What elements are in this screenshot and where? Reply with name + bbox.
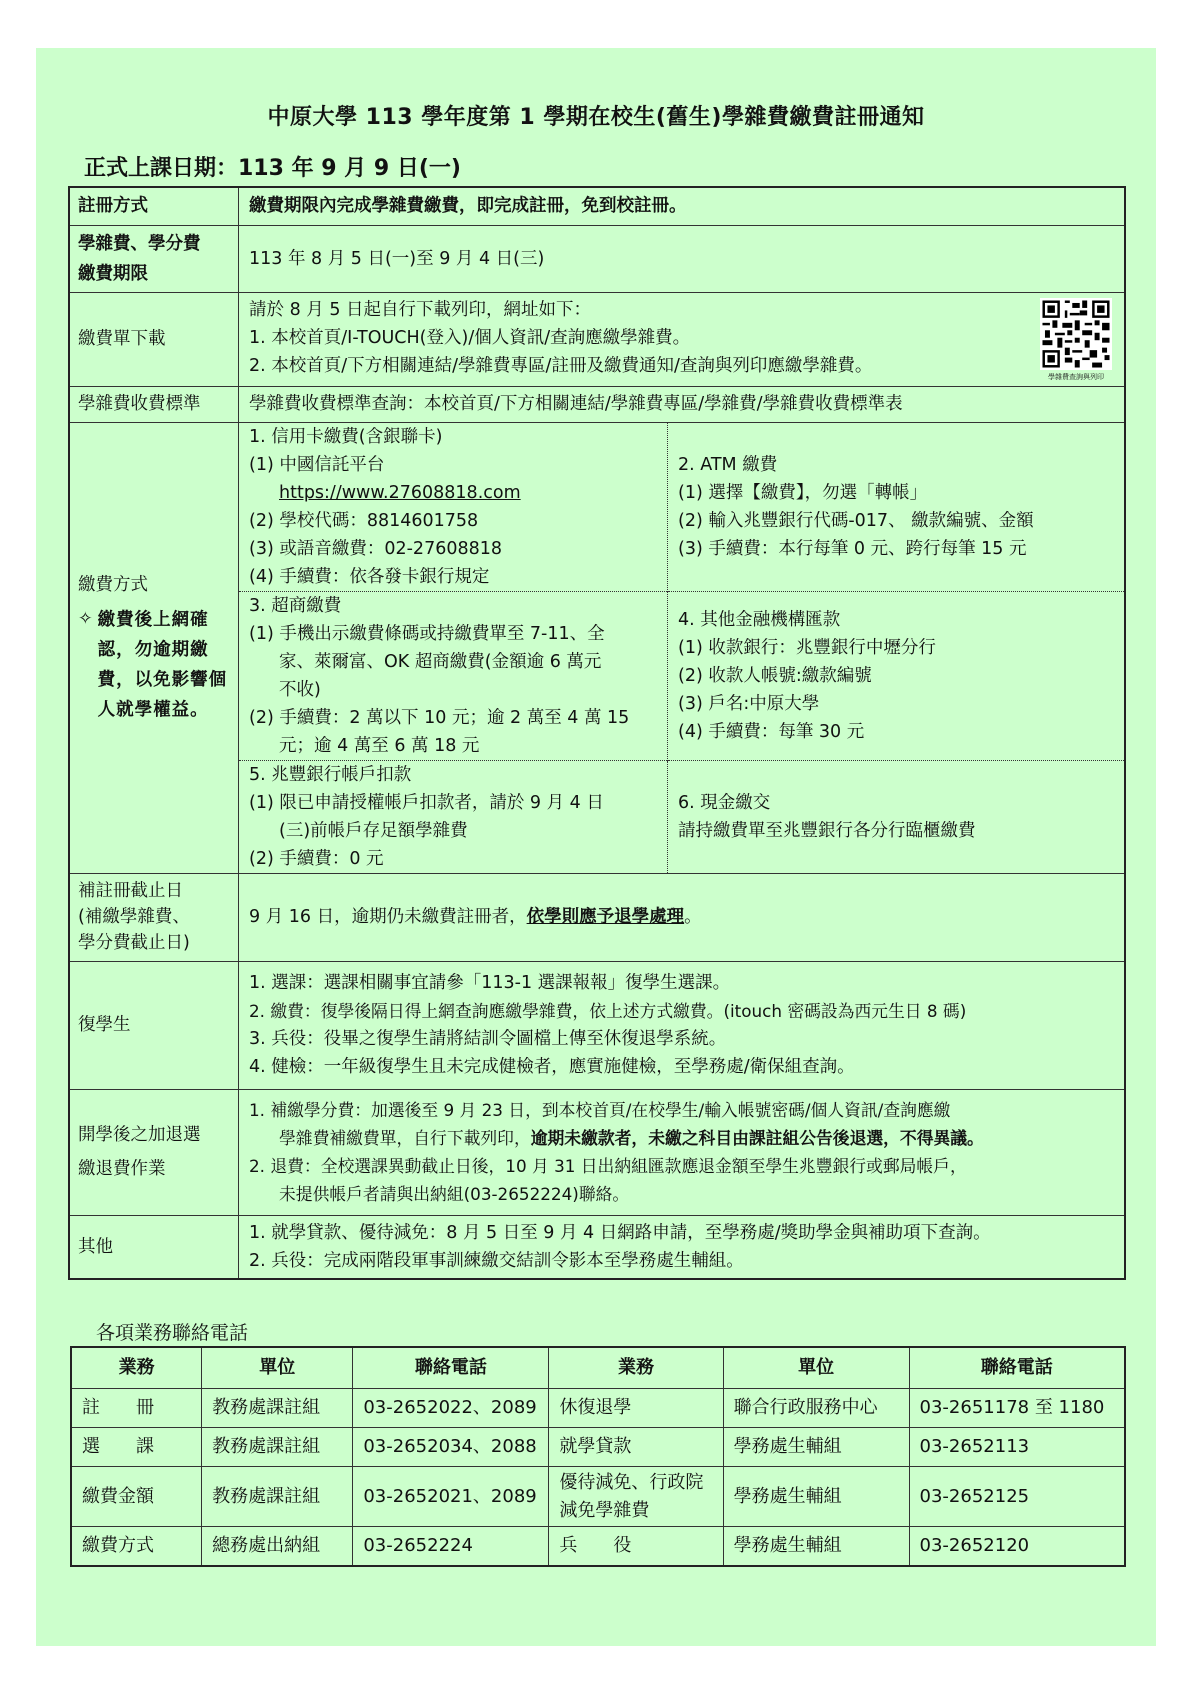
contacts-table [70, 1346, 1126, 1567]
payment-label-cell [69, 422, 239, 873]
atm-method: 2. ATM 繳費 (1) 選擇【繳費】，勿選「轉帳」 (2) 輸入兆豐銀行代碼-017、 繳款編號、金額 (3) 手續費：本行每筆 0 元、跨行每筆 15 元 [678, 454, 1034, 559]
resume-student-label: 復學生 [69, 961, 239, 1089]
header-phone-2: 聯絡電話 [909, 1347, 1125, 1389]
page-title: 中原大學 113 學年度第 1 學期在校生(舊生)學雜費繳費註冊通知 [267, 105, 925, 130]
account-debit-method: 5. 兆豐銀行帳戶扣款 (1) 限已申請授權帳戶扣款者，請於 9 月 4 日 (三)前帳戶存足額學雜費 (2) 手續費：0 元 [239, 760, 668, 873]
late-registration-label: 補註冊截止日 (補繳學雜費、 學分費截止日) [69, 873, 239, 961]
download-line-1: 請於 8 月 5 日起自行下載列印，網址如下： [249, 300, 592, 320]
qr-code[interactable] [1038, 298, 1114, 382]
table-row: 註 冊 教務處課註組 03-2652022、2089 休復退學 聯合行政服務中心 03-2651178 至 1180 [71, 1389, 1125, 1428]
header-phone: 聯絡電話 [353, 1347, 549, 1389]
notice-table [68, 186, 1126, 1280]
download-line-3: 2. 本校首頁/下方相關連結/學雜費專區/註冊及繳費通知/查詢與列印應繳學雜費。 [249, 356, 873, 376]
credit-card-method: 1. 信用卡繳費(含銀聯卡) (1) 中國信託平台 https://www.27608818.com (2) 學校代碼：8814601758 (3) 或語音繳費：02-27608818 (4) 手續費：依各發卡銀行規定 [239, 423, 668, 592]
ctbc-payment-link[interactable]: https://www.27608818.com [279, 482, 521, 503]
payment-methods-grid [239, 423, 1124, 873]
diamond-bullet-icon: ✧ [78, 608, 94, 629]
notice-page [36, 48, 1156, 1646]
add-drop-label: 開學後之加退選 繳退費作業 [69, 1089, 239, 1215]
qr-code-icon [1040, 298, 1112, 370]
download-label: 繳費單下載 [69, 292, 239, 386]
payment-label: 繳費方式 [78, 574, 148, 595]
bank-remittance-method: 4. 其他金融機構匯款 (1) 收款銀行：兆豐銀行中壢分行 (2) 收款人帳號:繳款編號 (3) 戶名:中原大學 (4) 手續費：每筆 30 元 [668, 591, 1125, 760]
deadline-label: 學雜費、學分費 繳費期限 [69, 225, 239, 292]
class-start-date: 正式上課日期：113 年 9 月 9 日(一) [84, 156, 461, 181]
convenience-store-method: 3. 超商繳費 (1) 手機出示繳費條碼或持繳費單至 7-11、全 家、萊爾富、OK 超商繳費(金額逾 6 萬元 不收) (2) 手續費：2 萬以下 10 元；逾 2 萬至 4 萬 15 元；逾 4 萬至 6 萬 18 元 [239, 591, 668, 760]
deadline-text: 113 年 8 月 5 日(一)至 9 月 4 日(三) [239, 225, 1126, 292]
header-business: 業務 [71, 1347, 202, 1389]
contacts-title: 各項業務聯絡電話 [96, 1322, 249, 1344]
table-row: 繳費方式 總務處出納組 03-2652224 兵 役 學務處生輔組 03-2652120 [71, 1527, 1125, 1567]
download-line-2: 1. 本校首頁/I-TOUCH(登入)/個人資訊/查詢應繳學雜費。 [249, 328, 691, 348]
registration-label: 註冊方式 [69, 187, 239, 225]
download-cell [239, 292, 1126, 386]
header-business-2: 業務 [549, 1347, 723, 1389]
header-unit-2: 單位 [723, 1347, 909, 1389]
late-registration-text: 9 月 16 日，逾期仍未繳費註冊者，依學則應予退學處理。 [239, 873, 1126, 961]
payment-note: ✧ 繳費後上網確認，勿逾期繳費，以免影響個人就學權益。 [78, 605, 228, 725]
registration-text: 繳費期限內完成學雜費繳費，即完成註冊，免到校註冊。 [239, 187, 1126, 225]
header-unit: 單位 [202, 1347, 353, 1389]
standard-text: 學雜費收費標準查詢：本校首頁/下方相關連結/學雜費專區/學雜費/學雜費收費標準表 [239, 386, 1126, 422]
table-row: 選 課 教務處課註組 03-2652034、2088 就學貸款 學務處生輔組 03-2652113 [71, 1428, 1125, 1467]
resume-student-text: 1. 選課：選課相關事宜請參「113-1 選課報報」復學生選課。 2. 繳費：復學後隔日得上網查詢應繳學雜費，依上述方式繳費。(itouch 密碼設為西元生日 8 碼) 3. 兵役：役畢之復學生請將結訓令圖檔上傳至休復退學系統。 4. 健檢：一年級復學生且未完成健檢者，應實施健檢，至學務處/衛保組查詢。 [239, 961, 1126, 1089]
table-row: 繳費金額 教務處課註組 03-2652021、2089 優待減免、行政院減免學雜費 學務處生輔組 03-2652125 [71, 1467, 1125, 1527]
payment-methods [239, 422, 1126, 873]
other-label: 其他 [69, 1215, 239, 1279]
contacts-header-row [71, 1347, 1125, 1389]
cash-method: 6. 現金繳交 請持繳費單至兆豐銀行各分行臨櫃繳費 [668, 760, 1125, 873]
add-drop-text: 1. 補繳學分費：加選後至 9 月 23 日，到本校首頁/在校學生/輸入帳號密碼/個人資訊/查詢應繳 學雜費補繳費單，自行下載列印，逾期未繳款者，未繳之科目由課註組公告後退選，不得異議。 2. 退費：全校選課異動截止日後，10 月 31 日出納組匯款應退金額至學生兆豐銀行或郵局帳戶， 未提供帳戶者請與出納組(03-2652224)聯絡。 [239, 1089, 1126, 1215]
standard-label: 學雜費收費標準 [69, 386, 239, 422]
other-text: 1. 就學貸款、優待減免：8 月 5 日至 9 月 4 日網路申請，至學務處/獎助學金與補助項下查詢。 2. 兵役：完成兩階段軍事訓練繳交結訓令影本至學務處生輔組。 [239, 1215, 1126, 1279]
qr-caption: 學雜費查詢與列印 [1048, 373, 1104, 381]
